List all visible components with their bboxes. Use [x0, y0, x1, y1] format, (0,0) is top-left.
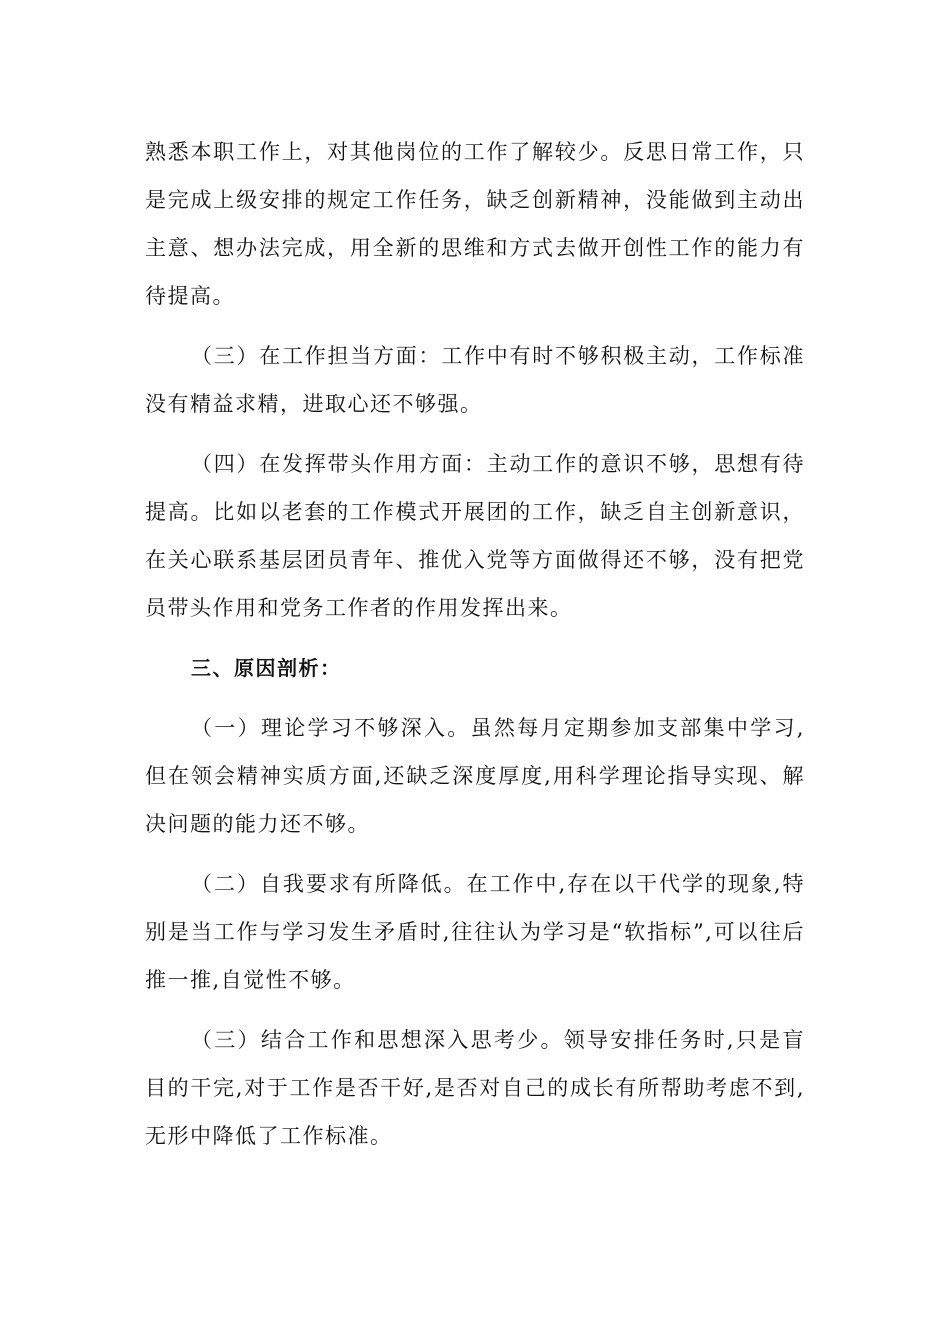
paragraph-leading-role: （四）在发挥带头作用方面：主动工作的意识不够，思想有待提高。比如以老套的工作模式开展团的工作，缺乏自主创新意识，在关心联系基层团员青年、推优入党等方面做得还不够，没有把党员带头作用和党务工作者的作用发挥出来。 [145, 452, 805, 620]
paragraph-work-responsibility: （三）在工作担当方面：工作中有时不够积极主动，工作标准没有精益求精，进取心还不够强。 [145, 344, 805, 416]
paragraph-gap [145, 632, 805, 644]
section-heading-cause-analysis: 三、原因剖析： [191, 656, 342, 680]
paragraph-gap [145, 848, 805, 860]
paragraph-gap [145, 428, 805, 440]
paragraph-gap [145, 692, 805, 704]
paragraph-deep-thinking: （三）结合工作和思想深入思考少。领导安排任务时,只是盲目的干完,对于工作是否干好,是否对自己的成长有所帮助考虑不到,无形中降低了工作标准。 [145, 1028, 805, 1148]
document-body [145, 128, 805, 1160]
paragraph-theory-study: （一）理论学习不够深入。虽然每月定期参加支部集中学习,但在领会精神实质方面,还缺乏深度厚度,用科学理论指导实现、解决问题的能力还不够。 [145, 716, 805, 836]
paragraph-gap [145, 1004, 805, 1016]
paragraph-gap [145, 320, 805, 332]
paragraph-self-requirement: （二）自我要求有所降低。在工作中,存在以干代学的现象,特别是当工作与学习发生矛盾时,往往认为学习是“软指标”,可以往后推一推,自觉性不够。 [145, 872, 805, 992]
paragraph-continuation: 熟悉本职工作上，对其他岗位的工作了解较少。反思日常工作，只是完成上级安排的规定工作任务，缺乏创新精神，没能做到主动出主意、想办法完成，用全新的思维和方式去做开创性工作的能力有待提高。 [145, 140, 805, 308]
